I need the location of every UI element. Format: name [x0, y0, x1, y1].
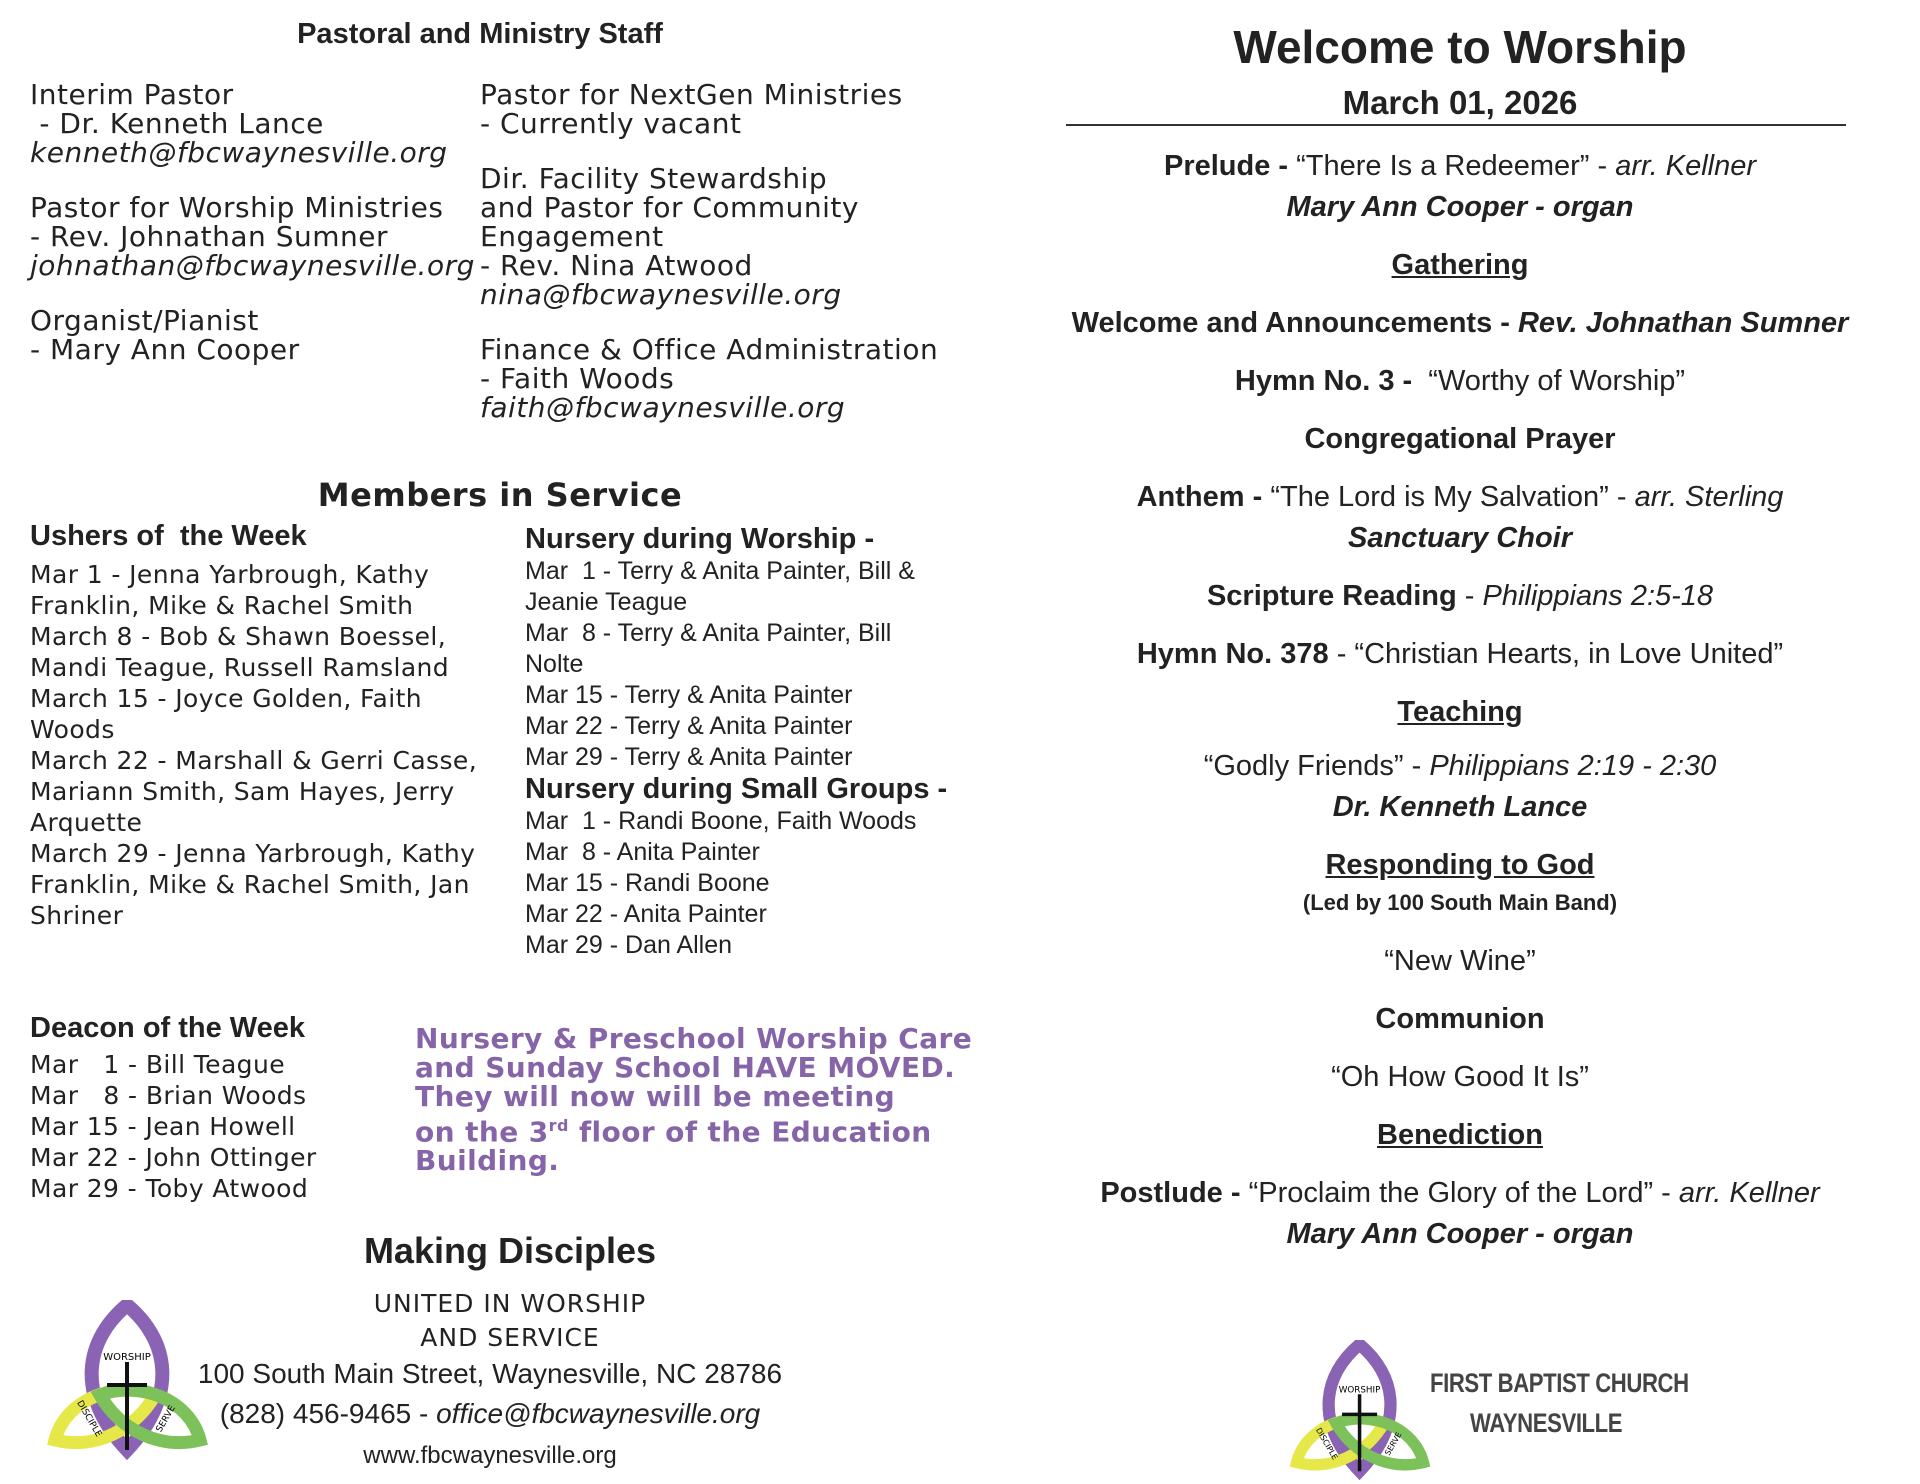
postlude-performer: Mary Ann Cooper - organ	[1286, 1218, 1634, 1250]
motto-line: UNITED IN WORSHIP	[373, 1289, 647, 1318]
notice-line	[415, 1111, 975, 1149]
deacon-list	[30, 1049, 390, 1204]
list-item: Mar 29 - Toby Atwood	[30, 1174, 309, 1203]
list-item: Nolte	[525, 650, 584, 678]
church-name-line1: FIRST BAPTIST CHURCH	[1430, 1368, 1689, 1398]
list-item: Shriner	[30, 901, 124, 930]
staff-role: Interim Pastor	[30, 78, 234, 111]
staff-role: Pastor for NextGen Ministries	[480, 78, 903, 111]
scripture-ref: Philippians 2:5-18	[1482, 580, 1714, 612]
motto	[300, 1287, 720, 1355]
list-item: Mar 22 - John Ottinger	[30, 1143, 317, 1172]
church-name-line2: WAYNESVILLE	[1470, 1408, 1623, 1438]
nursery-worship-list	[525, 556, 985, 773]
staff-name: - Currently vacant	[480, 107, 742, 140]
ushers-list	[30, 559, 520, 931]
staff-entry	[480, 164, 950, 309]
sermon-title: “Godly Friends”	[1203, 750, 1404, 782]
list-item: Jeanie Teague	[525, 588, 688, 616]
list-item: March 15 - Joyce Golden, Faith	[30, 684, 423, 713]
nursery-worship-title: Nursery during Worship -	[525, 523, 875, 555]
staff-email[interactable]: nina@fbcwaynesville.org	[480, 278, 842, 311]
church-contact	[160, 1398, 820, 1430]
item-label: Hymn No. 378	[1136, 638, 1329, 670]
church-logo-icon	[1285, 1340, 1435, 1480]
members-heading: Members in Service	[317, 476, 683, 514]
list-item: March 8 - Bob & Shawn Boessel,	[30, 622, 447, 651]
notice-text: on the 3	[415, 1115, 549, 1149]
nursery-section	[525, 523, 985, 961]
staff-entry	[30, 306, 490, 364]
notice-superscript: rd	[548, 1116, 569, 1135]
list-item: Mar 15 - Jean Howell	[30, 1112, 296, 1141]
deacon-section	[30, 1012, 390, 1204]
item-label: Anthem -	[1136, 481, 1271, 513]
motto-line: AND SERVICE	[420, 1323, 600, 1352]
arranger: arr. Kellner	[1615, 150, 1757, 182]
section-responding: Responding to God	[1325, 849, 1595, 881]
church-website[interactable]: www.fbcwaynesville.org	[363, 1442, 617, 1469]
staff-entry	[30, 193, 490, 280]
hymn-line	[1040, 638, 1880, 671]
making-disciples-title: Making Disciples	[363, 1230, 657, 1271]
list-item: Franklin, Mike & Rachel Smith, Jan	[30, 870, 470, 899]
separator: -	[1608, 481, 1635, 513]
separator: -	[1456, 580, 1483, 612]
staff-heading: Pastoral and Ministry Staff	[297, 18, 663, 50]
worship-date: March 01, 2026	[1342, 84, 1578, 121]
response-song: “New Wine”	[1384, 945, 1536, 977]
list-item: Mar 1 - Bill Teague	[30, 1050, 285, 1079]
title-divider	[1066, 124, 1846, 126]
logo-word-serve: SERVE	[154, 1403, 178, 1435]
item-label: Prelude -	[1163, 150, 1297, 182]
list-item: Mar 29 - Dan Allen	[525, 931, 733, 959]
item-label: Postlude -	[1100, 1177, 1249, 1209]
list-item: Mar 8 - Anita Painter	[525, 838, 760, 866]
staff-role: Organist/Pianist	[30, 304, 259, 337]
staff-name: - Rev. Nina Atwood	[480, 249, 753, 282]
list-item: Mar 22 - Terry & Anita Painter	[525, 712, 853, 740]
item-label: Welcome and Announcements -	[1071, 307, 1518, 339]
staff-email[interactable]: johnathan@fbcwaynesville.org	[30, 249, 475, 282]
notice-line: They will now will be meeting	[415, 1080, 896, 1113]
staff-name: - Faith Woods	[480, 362, 675, 395]
scripture-line	[1040, 580, 1880, 613]
logo-word-worship: WORSHIP	[103, 1352, 151, 1363]
staff-left-column	[30, 80, 490, 390]
nursery-small-title: Nursery during Small Groups -	[525, 773, 948, 805]
piece-title: “Proclaim the Glory of the Lord”	[1248, 1177, 1654, 1209]
section-benediction: Benediction	[1377, 1119, 1543, 1151]
list-item: Mar 29 - Terry & Anita Painter	[525, 743, 853, 771]
notice-text: floor of the Education	[568, 1115, 932, 1149]
communion-song: “Oh How Good It Is”	[1331, 1061, 1589, 1093]
list-item: Franklin, Mike & Rachel Smith	[30, 591, 414, 620]
list-item: Mandi Teague, Russell Ramsland	[30, 653, 450, 682]
staff-right-column	[480, 80, 950, 448]
notice-line: and Sunday School HAVE MOVED.	[415, 1051, 956, 1084]
postlude-line	[1040, 1177, 1880, 1210]
list-item: Mar 1 - Randi Boone, Faith Woods	[525, 807, 917, 835]
item-label: Scripture Reading	[1206, 580, 1457, 612]
logo-word-disciple: DISCIPLE	[1314, 1426, 1340, 1462]
staff-role: Pastor for Worship Ministries	[30, 191, 444, 224]
deacon-title: Deacon of the Week	[30, 1012, 306, 1044]
staff-role: Engagement	[480, 220, 664, 253]
prelude-performer: Mary Ann Cooper - organ	[1286, 191, 1634, 223]
preacher-name: Dr. Kenneth Lance	[1332, 791, 1588, 823]
logo-word-disciple: DISCIPLE	[74, 1399, 104, 1439]
ushers-title: Ushers of the Week	[30, 520, 307, 552]
notice-line: Building.	[415, 1144, 560, 1178]
worship-title: Welcome to Worship	[1233, 21, 1687, 73]
section-teaching: Teaching	[1397, 696, 1523, 728]
staff-email[interactable]: kenneth@fbcwaynesville.org	[30, 136, 448, 169]
nursery-moved-notice	[415, 1022, 975, 1178]
staff-entry	[30, 80, 490, 167]
communion-heading: Communion	[1375, 1003, 1545, 1035]
staff-entry	[480, 80, 950, 138]
arranger: arr. Kellner	[1678, 1177, 1820, 1209]
anthem-line	[1040, 481, 1880, 514]
list-item: Mariann Smith, Sam Hayes, Jerry	[30, 777, 455, 806]
staff-entry	[480, 335, 950, 422]
logo-word-worship: WORSHIP	[1338, 1385, 1381, 1396]
item-label: Hymn No. 3 -	[1234, 365, 1421, 397]
list-item: Mar 22 - Anita Painter	[525, 900, 767, 928]
prelude-line	[1040, 150, 1880, 183]
hymn-line	[1040, 365, 1880, 398]
staff-name: - Dr. Kenneth Lance	[30, 107, 324, 140]
list-item: Mar 8 - Brian Woods	[30, 1081, 307, 1110]
section-gathering: Gathering	[1391, 249, 1529, 281]
list-item: Arquette	[30, 808, 143, 837]
church-address: 100 South Main Street, Waynesville, NC 28786	[197, 1358, 783, 1389]
congregational-prayer: Congregational Prayer	[1304, 423, 1616, 455]
arranger: arr. Sterling	[1634, 481, 1784, 513]
piece-title: “The Lord is My Salvation”	[1270, 481, 1609, 513]
hymn-title: - “Christian Hearts, in Love United”	[1328, 638, 1784, 670]
ushers-section	[30, 520, 520, 931]
list-item: March 22 - Marshall & Gerri Casse,	[30, 746, 478, 775]
welcome-line	[1040, 307, 1880, 340]
staff-email[interactable]: faith@fbcwaynesville.org	[480, 391, 846, 424]
scripture-ref: Philippians 2:19 - 2:30	[1429, 750, 1717, 782]
sermon-line	[1040, 750, 1880, 783]
hymn-title: “Worthy of Worship”	[1420, 365, 1686, 397]
notice-line: Nursery & Preschool Worship Care	[415, 1022, 973, 1055]
list-item: Woods	[30, 715, 115, 744]
anthem-performer: Sanctuary Choir	[1348, 522, 1572, 554]
church-phone: (828) 456-9465 -	[219, 1398, 437, 1429]
logo-word-serve: SERVE	[1383, 1430, 1404, 1457]
staff-role: and Pastor for Community	[480, 191, 859, 224]
staff-role: Dir. Facility Stewardship	[480, 162, 828, 195]
nursery-small-list	[525, 806, 985, 961]
list-item: Mar 1 - Jenna Yarbrough, Kathy	[30, 560, 430, 589]
separator: -	[1403, 750, 1430, 782]
list-item: Mar 15 - Randi Boone	[525, 869, 770, 897]
separator: -	[1589, 150, 1616, 182]
piece-title: “There Is a Redeemer”	[1296, 150, 1590, 182]
list-item: March 29 - Jenna Yarbrough, Kathy	[30, 839, 476, 868]
staff-role: Finance & Office Administration	[480, 333, 939, 366]
staff-name: - Mary Ann Cooper	[30, 333, 300, 366]
person-name: Rev. Johnathan Sumner	[1517, 307, 1849, 339]
list-item: Mar 1 - Terry & Anita Painter, Bill &	[525, 557, 915, 585]
staff-name: - Rev. Johnathan Sumner	[30, 220, 388, 253]
list-item: Mar 15 - Terry & Anita Painter	[525, 681, 853, 709]
separator: -	[1653, 1177, 1679, 1209]
band-note: (Led by 100 South Main Band)	[1302, 890, 1618, 915]
list-item: Mar 8 - Terry & Anita Painter, Bill	[525, 619, 892, 647]
church-email[interactable]: office@fbcwaynesville.org	[436, 1398, 761, 1429]
